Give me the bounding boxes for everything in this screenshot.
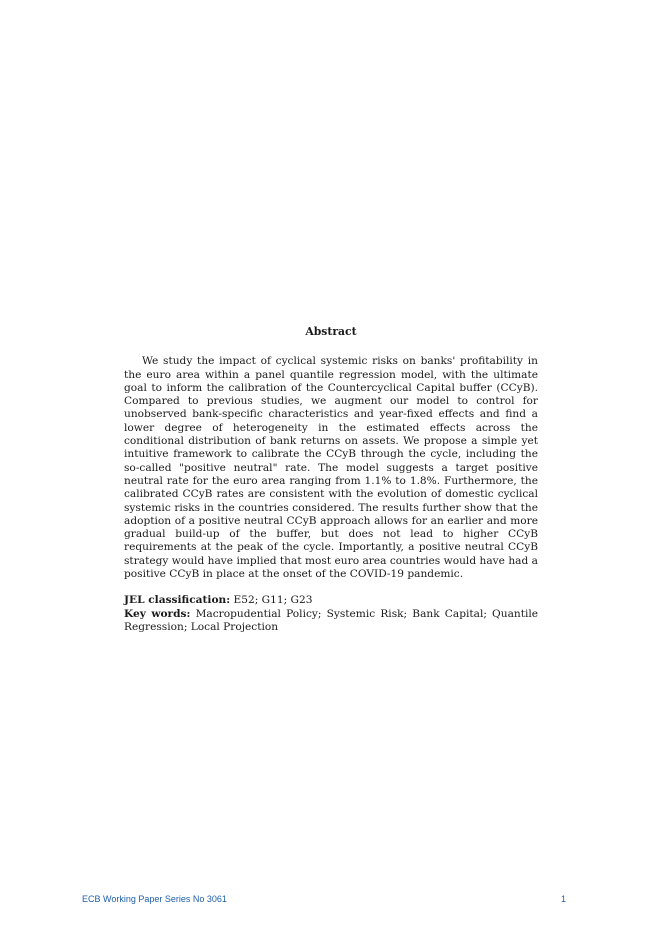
page-footer [82, 894, 566, 904]
abstract-heading: Abstract [305, 325, 357, 338]
keywords-value: Macropudential Policy; Systemic Risk; Bank Capital; Quantile Regression; Local Projection [124, 607, 539, 633]
jel-label: JEL classification: [124, 594, 231, 607]
keywords-line [124, 608, 538, 635]
abstract-body: We study the impact of cyclical systemic risks on banks' profitability in the euro area within a panel quantile regression model, with the ultimate goal to inform the calibration of the Countercyclical Capital buffer (CCyB). Compared to previous studies, we augment our model to control for unobserved bank-specific characteristics and year-fixed effects and find a lower degree of heterogeneity in the estimated effects across the conditional distribution of bank returns on assets. We propose a simple yet intuitive framework to calibrate the CCyB through the cycle, including the so-called "positive neutral" rate. The model suggests a target positive neutral rate for the euro area ranging from 1.1% to 1.8%. Furthermore, the calibrated CCyB rates are consistent with the evolution of domestic cyclical systemic risks in the countries considered. The results further show that the adoption of a positive neutral CCyB approach allows for an earlier and more gradual build-up of the buffer, but does not lead to higher CCyB requirements at the peak of the cycle. Importantly, a positive neutral CCyB strategy would have implied that most euro area countries would have had a positive CCyB in place at the onset of the COVID-19 pandemic. [124, 355, 538, 581]
jel-line [124, 594, 538, 607]
jel-value: E52; G11; G23 [233, 594, 313, 607]
page-number: 1 [560, 894, 566, 904]
keywords-label: Key words: [124, 607, 191, 620]
classification-block [124, 594, 538, 634]
footer-series: ECB Working Paper Series No 3061 [82, 894, 227, 904]
abstract-section [124, 325, 538, 634]
